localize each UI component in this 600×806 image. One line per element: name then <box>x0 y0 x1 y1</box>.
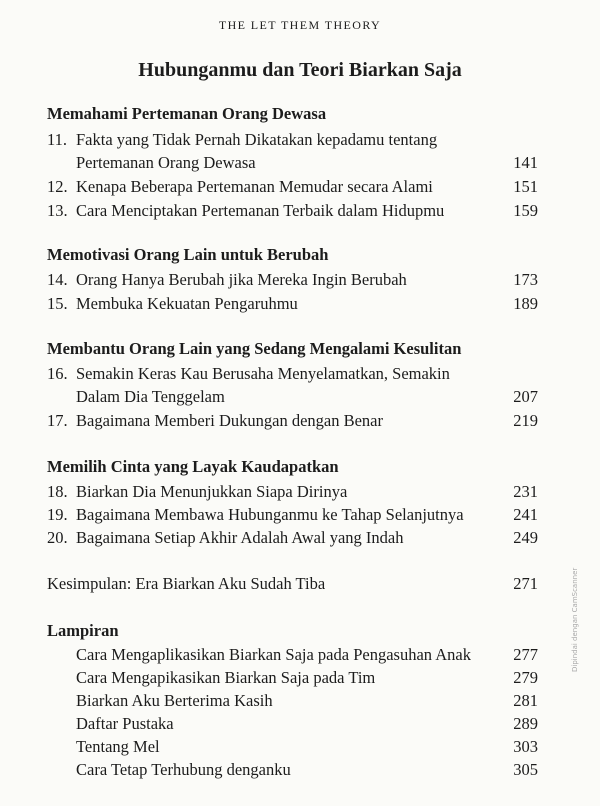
toc-entry[interactable] <box>0 505 600 527</box>
entry-page-number: 189 <box>513 294 538 313</box>
entry-number: 18. <box>47 482 68 501</box>
toc-entry[interactable] <box>0 177 600 199</box>
entry-title: Biarkan Dia Menunjukkan Siapa Dirinya <box>76 482 348 501</box>
entry-page-number: 173 <box>513 270 538 289</box>
entry-title: Cara Tetap Terhubung denganku <box>76 760 291 779</box>
toc-entry[interactable] <box>0 645 600 667</box>
entry-title: Bagaimana Memberi Dukungan dengan Benar <box>76 411 383 430</box>
toc-entry[interactable] <box>0 760 600 782</box>
entry-number: 15. <box>47 294 68 313</box>
entry-page-number: 279 <box>513 668 538 687</box>
entry-number: 11. <box>47 130 68 149</box>
toc-entry[interactable] <box>0 528 600 550</box>
toc-entry[interactable] <box>0 737 600 759</box>
entry-title: Cara Mengaplikasikan Biarkan Saja pada Pengasuhan Anak <box>76 645 471 664</box>
entry-title: Bagaimana Membawa Hubunganmu ke Tahap Selanjutnya <box>76 505 464 524</box>
entry-page-number: 207 <box>513 387 538 406</box>
entry-title: Dalam Dia Tenggelam <box>76 387 225 406</box>
entry-page-number: 305 <box>513 760 538 779</box>
entry-page-number: 249 <box>513 528 538 547</box>
entry-number: 20. <box>47 528 68 547</box>
running-head: THE LET THEM THEORY <box>218 18 382 32</box>
toc-entry[interactable] <box>0 201 600 223</box>
entry-title: Semakin Keras Kau Berusaha Menyelamatkan, Semakin <box>76 364 450 383</box>
toc-entry-continuation[interactable] <box>0 153 600 175</box>
entry-title: Pertemanan Orang Dewasa <box>76 153 256 172</box>
toc-entry[interactable] <box>0 482 600 504</box>
entry-number: 14. <box>47 270 68 289</box>
entry-title: Cara Mengapikasikan Biarkan Saja pada Tim <box>76 668 376 687</box>
entry-page-number: 159 <box>513 201 538 220</box>
toc-entry[interactable] <box>0 270 600 292</box>
section-heading: Memahami Pertemanan Orang Dewasa <box>47 104 327 123</box>
entry-number: 16. <box>47 364 68 383</box>
entry-page-number: 151 <box>513 177 538 196</box>
scanner-watermark: Dipindai dengan CamScanner <box>571 567 579 672</box>
entry-page-number: 241 <box>513 505 538 524</box>
entry-number: 19. <box>47 505 68 524</box>
toc-entry[interactable] <box>0 714 600 736</box>
section-heading: Lampiran <box>47 621 119 640</box>
toc-entry[interactable] <box>0 294 600 316</box>
entry-title: Cara Menciptakan Pertemanan Terbaik dalam Hidupmu <box>76 201 445 220</box>
entry-title: Daftar Pustaka <box>76 714 174 733</box>
entry-number: 17. <box>47 411 68 430</box>
entry-title: Membuka Kekuatan Pengaruhmu <box>76 294 298 313</box>
entry-page-number: 303 <box>513 737 538 756</box>
toc-entry-continuation[interactable] <box>0 387 600 409</box>
entry-number: 12. <box>47 177 68 196</box>
toc-entry[interactable] <box>0 668 600 690</box>
entry-page-number: 271 <box>513 574 538 593</box>
entry-page-number: 277 <box>513 645 538 664</box>
entry-title: Orang Hanya Berubah jika Mereka Ingin Berubah <box>76 270 407 289</box>
entry-page-number: 141 <box>513 153 538 172</box>
entry-page-number: 219 <box>513 411 538 430</box>
toc-entry[interactable] <box>0 411 600 433</box>
toc-entry-conclusion[interactable] <box>0 574 600 596</box>
entry-page-number: 289 <box>513 714 538 733</box>
toc-entry[interactable] <box>0 364 600 386</box>
entry-title: Kesimpulan: Era Biarkan Aku Sudah Tiba <box>47 574 326 593</box>
entry-title: Fakta yang Tidak Pernah Dikatakan kepadamu tentang <box>76 130 438 149</box>
section-heading: Memotivasi Orang Lain untuk Berubah <box>47 245 329 264</box>
entry-page-number: 281 <box>513 691 538 710</box>
entry-number: 13. <box>47 201 68 220</box>
entry-title: Bagaimana Setiap Akhir Adalah Awal yang Indah <box>76 528 404 547</box>
section-heading: Membantu Orang Lain yang Sedang Mengalami Kesulitan <box>47 339 462 358</box>
page-title: Hubunganmu dan Teori Biarkan Saja <box>138 59 462 81</box>
entry-title: Kenapa Beberapa Pertemanan Memudar secara Alami <box>76 177 433 196</box>
section-heading: Memilih Cinta yang Layak Kaudapatkan <box>47 457 339 476</box>
toc-entry[interactable] <box>0 691 600 713</box>
toc-entry[interactable] <box>0 130 600 152</box>
entry-title: Tentang Mel <box>76 737 160 756</box>
entry-title: Biarkan Aku Berterima Kasih <box>76 691 273 710</box>
entry-page-number: 231 <box>513 482 538 501</box>
